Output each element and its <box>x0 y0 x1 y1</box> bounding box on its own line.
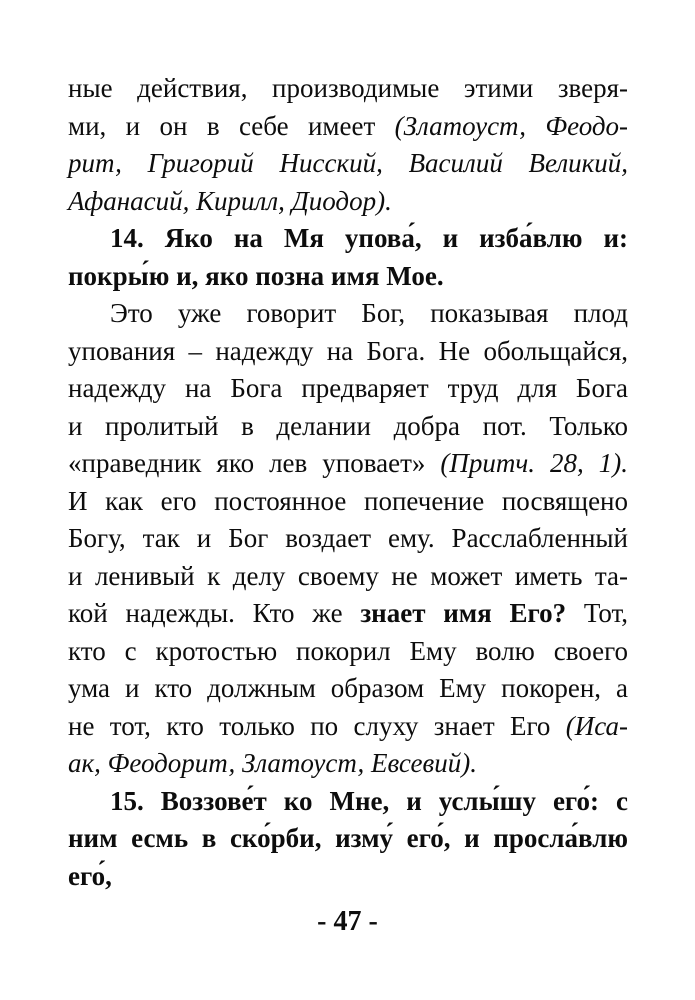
text-segment-italic: ак, Феодорит, Златоуст, Евсевий). <box>68 748 477 778</box>
text-segment-normal: кто с кротостью покорил Ему волю своего <box>68 635 628 666</box>
text-segment-normal: Тот, <box>566 598 628 628</box>
text-line <box>68 520 628 558</box>
text-line <box>68 370 628 408</box>
text-segment-bold: ним есмь в ско́рби, изму́ его́, и просла́влю <box>68 823 628 853</box>
text-line <box>68 183 628 221</box>
text-line <box>68 220 628 258</box>
text-segment-italic: (Златоуст, Феодо- <box>394 110 628 141</box>
text-segment-italic: (Иса- <box>565 710 628 741</box>
text-line <box>68 820 628 858</box>
text-line <box>68 333 628 371</box>
text-line <box>68 633 628 671</box>
text-line <box>68 670 628 708</box>
text-segment-bold: 14. Яко на Мя упова́, и изба́влю и: <box>110 223 628 253</box>
text-line <box>68 445 628 483</box>
text-segment-bold: покры́ю и, яко позна имя Мое. <box>68 260 444 291</box>
text-line <box>68 708 628 746</box>
text-segment-normal: кой надежды. Кто же <box>68 598 361 628</box>
text-line <box>68 558 628 596</box>
page-number: - 47 - <box>317 906 378 937</box>
text-segment-normal: надежду на Бога предваряет труд для Бога <box>68 373 628 403</box>
text-line <box>68 745 628 783</box>
text-segment-normal: и пролитый в делании добра пот. Только <box>68 410 628 441</box>
text-line <box>68 145 628 183</box>
text-segment-normal: «праведник яко лев уповает» <box>68 448 441 478</box>
text-line <box>68 258 628 296</box>
text-segment-bold: знает имя Его? <box>360 598 567 628</box>
text-segment-normal: не тот, кто только по слуху знает Его <box>68 710 566 741</box>
text-segment-italic: (Притч. 28, 1). <box>440 448 628 478</box>
text-line <box>68 783 628 821</box>
text-segment-normal: и ленивый к делу своему не может иметь та- <box>68 560 628 591</box>
text-segment-normal: Богу, так и Бог воздает ему. Расслабленный <box>68 523 628 553</box>
text-line <box>68 295 628 333</box>
text-segment-bold: 15. Воззове́т ко Мне, и услы́шу его́: с <box>110 785 628 816</box>
text-segment-normal: ми, и он в себе имеет <box>68 110 395 141</box>
text-line <box>68 70 628 108</box>
text-line <box>68 595 628 633</box>
text-line <box>68 108 628 146</box>
text-segment-italic: рит, Григорий Нисский, Василий Великий, <box>68 148 628 178</box>
text-segment-bold: его́, <box>68 860 112 891</box>
text-line <box>68 408 628 446</box>
text-segment-normal: упования – надежду на Бога. Не обольщайся, <box>68 335 628 366</box>
text-segment-normal: ные действия, производимые этими зверя- <box>68 73 628 103</box>
text-block <box>68 70 628 895</box>
text-line <box>68 858 628 896</box>
text-segment-italic: Афанасий, Кирилл, Диодор). <box>68 185 392 216</box>
text-segment-normal: ума и кто должным образом Ему покорен, а <box>68 673 628 703</box>
text-segment-normal: И как его постоянное попечение посвящено <box>68 485 628 516</box>
text-line <box>68 483 628 521</box>
text-segment-normal: Это уже говорит Бог, показывая плод <box>110 298 628 328</box>
